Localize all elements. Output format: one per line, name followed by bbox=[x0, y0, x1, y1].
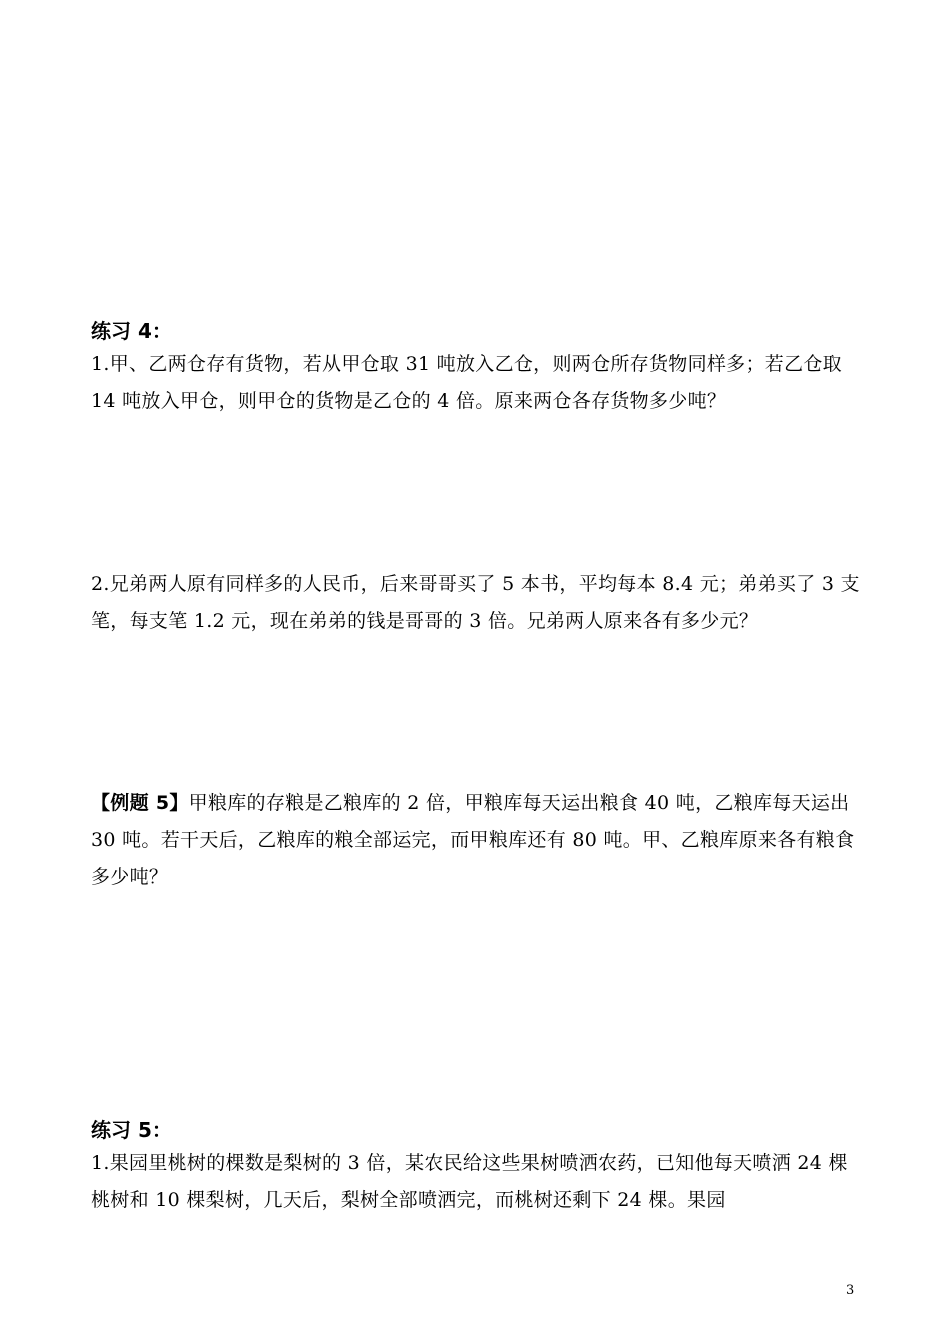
example-5-label: 【例题 5】 bbox=[91, 792, 189, 814]
practice-4-question-2-text: 2.兄弟两人原有同样多的人民币，后来哥哥买了 5 本书，平均每本 8.4 元；弟弟买了 3 支笔，每支笔 1.2 元，现在弟弟的钱是哥哥的 3 倍。兄弟两人原来各有多少元？ bbox=[91, 573, 860, 632]
practice-4-question-2 bbox=[91, 566, 863, 640]
example-5-paragraph bbox=[91, 785, 863, 896]
practice-4-question-1-text: 1.甲、乙两仓存有货物，若从甲仓取 31 吨放入乙仓，则两仓所存货物同样多；若乙仓取 14 吨放入甲仓，则甲仓的货物是乙仓的 4 倍。原来两仓各存货物多少吨？ bbox=[91, 353, 842, 412]
practice-4-heading-block bbox=[91, 318, 863, 344]
practice-5-question-1 bbox=[91, 1145, 863, 1219]
practice-5-heading: 练习 5： bbox=[91, 1118, 172, 1142]
example-5 bbox=[91, 785, 863, 896]
practice-4-heading: 练习 4： bbox=[91, 319, 172, 343]
page-number: 3 bbox=[846, 1283, 855, 1298]
example-5-text: 甲粮库的存粮是乙粮库的 2 倍，甲粮库每天运出粮食 40 吨，乙粮库每天运出 30 吨。若干天后，乙粮库的粮全部运完，而甲粮库还有 80 吨。甲、乙粮库原来各有粮食多少吨？ bbox=[91, 792, 855, 888]
practice-4-question-1 bbox=[91, 346, 863, 420]
practice-5-question-1-text: 1.果园里桃树的棵数是梨树的 3 倍，某农民给这些果树喷洒农药，已知他每天喷洒 24 棵桃树和 10 棵梨树，几天后，梨树全部喷洒完，而桃树还剩下 24 棵。果园 bbox=[91, 1152, 848, 1211]
practice-5-heading-block bbox=[91, 1117, 863, 1143]
